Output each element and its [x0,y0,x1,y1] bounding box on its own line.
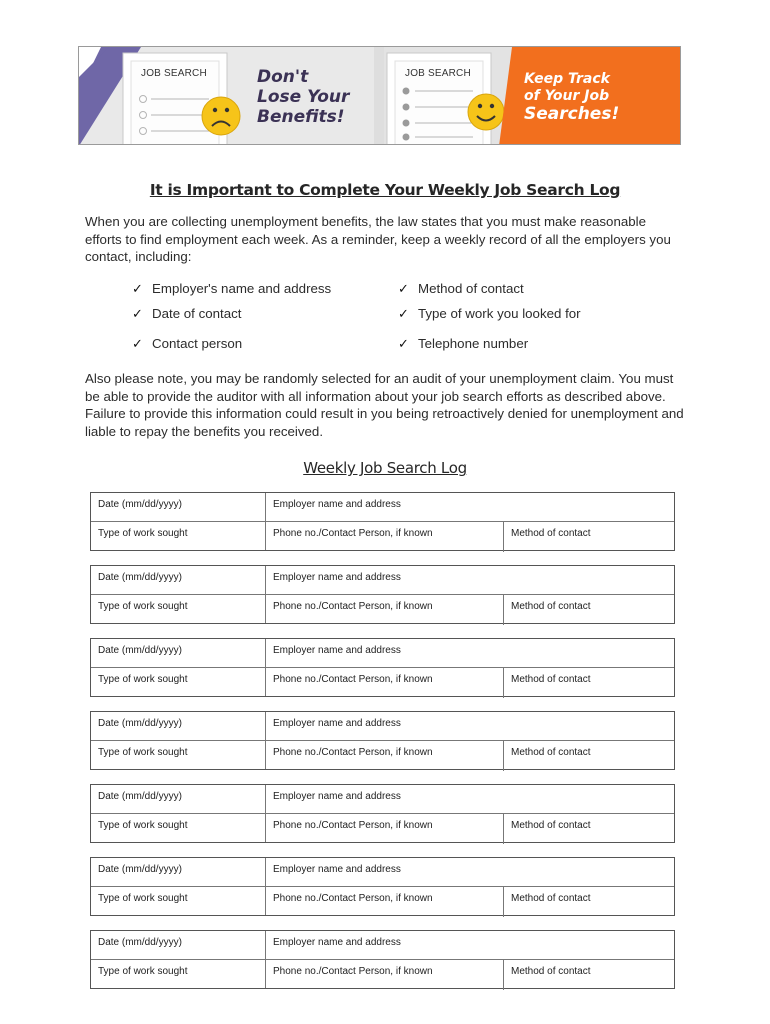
employer-field[interactable]: Employer name and address [273,718,401,729]
work-sought-field[interactable]: Type of work sought [98,601,188,612]
log-entry [90,711,675,770]
log-entry [90,638,675,697]
column-divider [503,960,504,990]
checklist-item [398,281,524,297]
checklist-label: Contact person [152,336,243,351]
checklist-item [132,281,331,297]
phone-contact-field[interactable]: Phone no./Contact Person, if known [273,528,433,539]
column-divider [503,814,504,844]
column-divider [265,858,266,915]
date-field[interactable]: Date (mm/dd/yyyy) [98,864,182,875]
work-sought-field[interactable]: Type of work sought [98,674,188,685]
employer-field[interactable]: Employer name and address [273,499,401,510]
method-field[interactable]: Method of contact [511,528,591,539]
checklist-item [398,336,528,352]
page-title: It is Important to Complete Your Weekly Job Search Log [149,181,621,199]
date-field[interactable]: Date (mm/dd/yyyy) [98,499,182,510]
checklist-label: Date of contact [152,306,242,321]
left-slogan-line: Don't [257,67,309,87]
check-icon: ✓ [398,337,409,352]
method-field[interactable]: Method of contact [511,601,591,612]
right-slogan-line: of Your Job [524,88,610,104]
method-field[interactable]: Method of contact [511,820,591,831]
date-field[interactable]: Date (mm/dd/yyyy) [98,645,182,656]
work-sought-field[interactable]: Type of work sought [98,820,188,831]
work-sought-field[interactable]: Type of work sought [98,893,188,904]
phone-contact-field[interactable]: Phone no./Contact Person, if known [273,893,433,904]
checklist-item [398,306,581,322]
work-sought-field[interactable]: Type of work sought [98,747,188,758]
left-slogan [257,67,369,127]
date-field[interactable]: Date (mm/dd/yyyy) [98,791,182,802]
log-entry [90,857,675,916]
phone-contact-field[interactable]: Phone no./Contact Person, if known [273,820,433,831]
column-divider [503,887,504,917]
check-icon: ✓ [398,307,409,322]
log-entry [90,492,675,551]
column-divider [503,595,504,625]
checklist-item [132,306,241,322]
sad-face-icon [202,97,240,135]
employer-field[interactable]: Employer name and address [273,864,401,875]
employer-field[interactable]: Employer name and address [273,791,401,802]
header-banner [78,46,681,145]
employer-field[interactable]: Employer name and address [273,572,401,583]
column-divider [265,493,266,550]
right-slogan [524,71,674,124]
left-slogan-line: Benefits! [257,107,345,127]
column-divider [503,741,504,771]
date-field[interactable]: Date (mm/dd/yyyy) [98,718,182,729]
method-field[interactable]: Method of contact [511,966,591,977]
column-divider [265,639,266,696]
check-icon: ✓ [132,307,143,322]
log-entry [90,784,675,843]
checklist-label: Employer's name and address [152,281,332,296]
audit-note-paragraph: Also please note, you may be randomly selected for an audit of your unemployment claim. You must be able to provide the auditor with all information about your job search efforts as described above. Failure to provide this information could result in you being retroactively denied for unemployment and liable to repay the benefits you received. [85,371,684,439]
right-slogan-line: Keep Track [524,71,610,87]
column-divider [503,668,504,698]
log-entry [90,930,675,989]
check-icon: ✓ [132,282,143,297]
column-divider [265,712,266,769]
check-icon: ✓ [398,282,409,297]
work-sought-field[interactable]: Type of work sought [98,528,188,539]
phone-contact-field[interactable]: Phone no./Contact Person, if known [273,601,433,612]
log-entry [90,565,675,624]
right-sheet-label: JOB SEARCH [405,68,471,79]
checklist-label: Telephone number [418,336,529,351]
phone-contact-field[interactable]: Phone no./Contact Person, if known [273,674,433,685]
phone-contact-field[interactable]: Phone no./Contact Person, if known [273,966,433,977]
column-divider [503,522,504,552]
left-sheet-label: JOB SEARCH [141,68,207,79]
date-field[interactable]: Date (mm/dd/yyyy) [98,937,182,948]
column-divider [265,931,266,988]
phone-contact-field[interactable]: Phone no./Contact Person, if known [273,747,433,758]
work-sought-field[interactable]: Type of work sought [98,966,188,977]
checklist-item [132,336,242,352]
left-slogan-line: Lose Your [257,87,350,107]
log-title: Weekly Job Search Log [303,459,467,477]
date-field[interactable]: Date (mm/dd/yyyy) [98,572,182,583]
column-divider [265,785,266,842]
check-icon: ✓ [132,337,143,352]
method-field[interactable]: Method of contact [511,674,591,685]
happy-face-icon [468,94,504,130]
column-divider [265,566,266,623]
right-slogan-line: Searches! [524,104,620,124]
checklist-label: Type of work you looked for [418,306,581,321]
method-field[interactable]: Method of contact [511,893,591,904]
employer-field[interactable]: Employer name and address [273,937,401,948]
method-field[interactable]: Method of contact [511,747,591,758]
checklist-label: Method of contact [418,281,524,296]
intro-paragraph: When you are collecting unemployment benefits, the law states that you must make reasonable efforts to find employment each week. As a reminder, keep a weekly record of all the employers you contact, including: [85,214,671,264]
employer-field[interactable]: Employer name and address [273,645,401,656]
